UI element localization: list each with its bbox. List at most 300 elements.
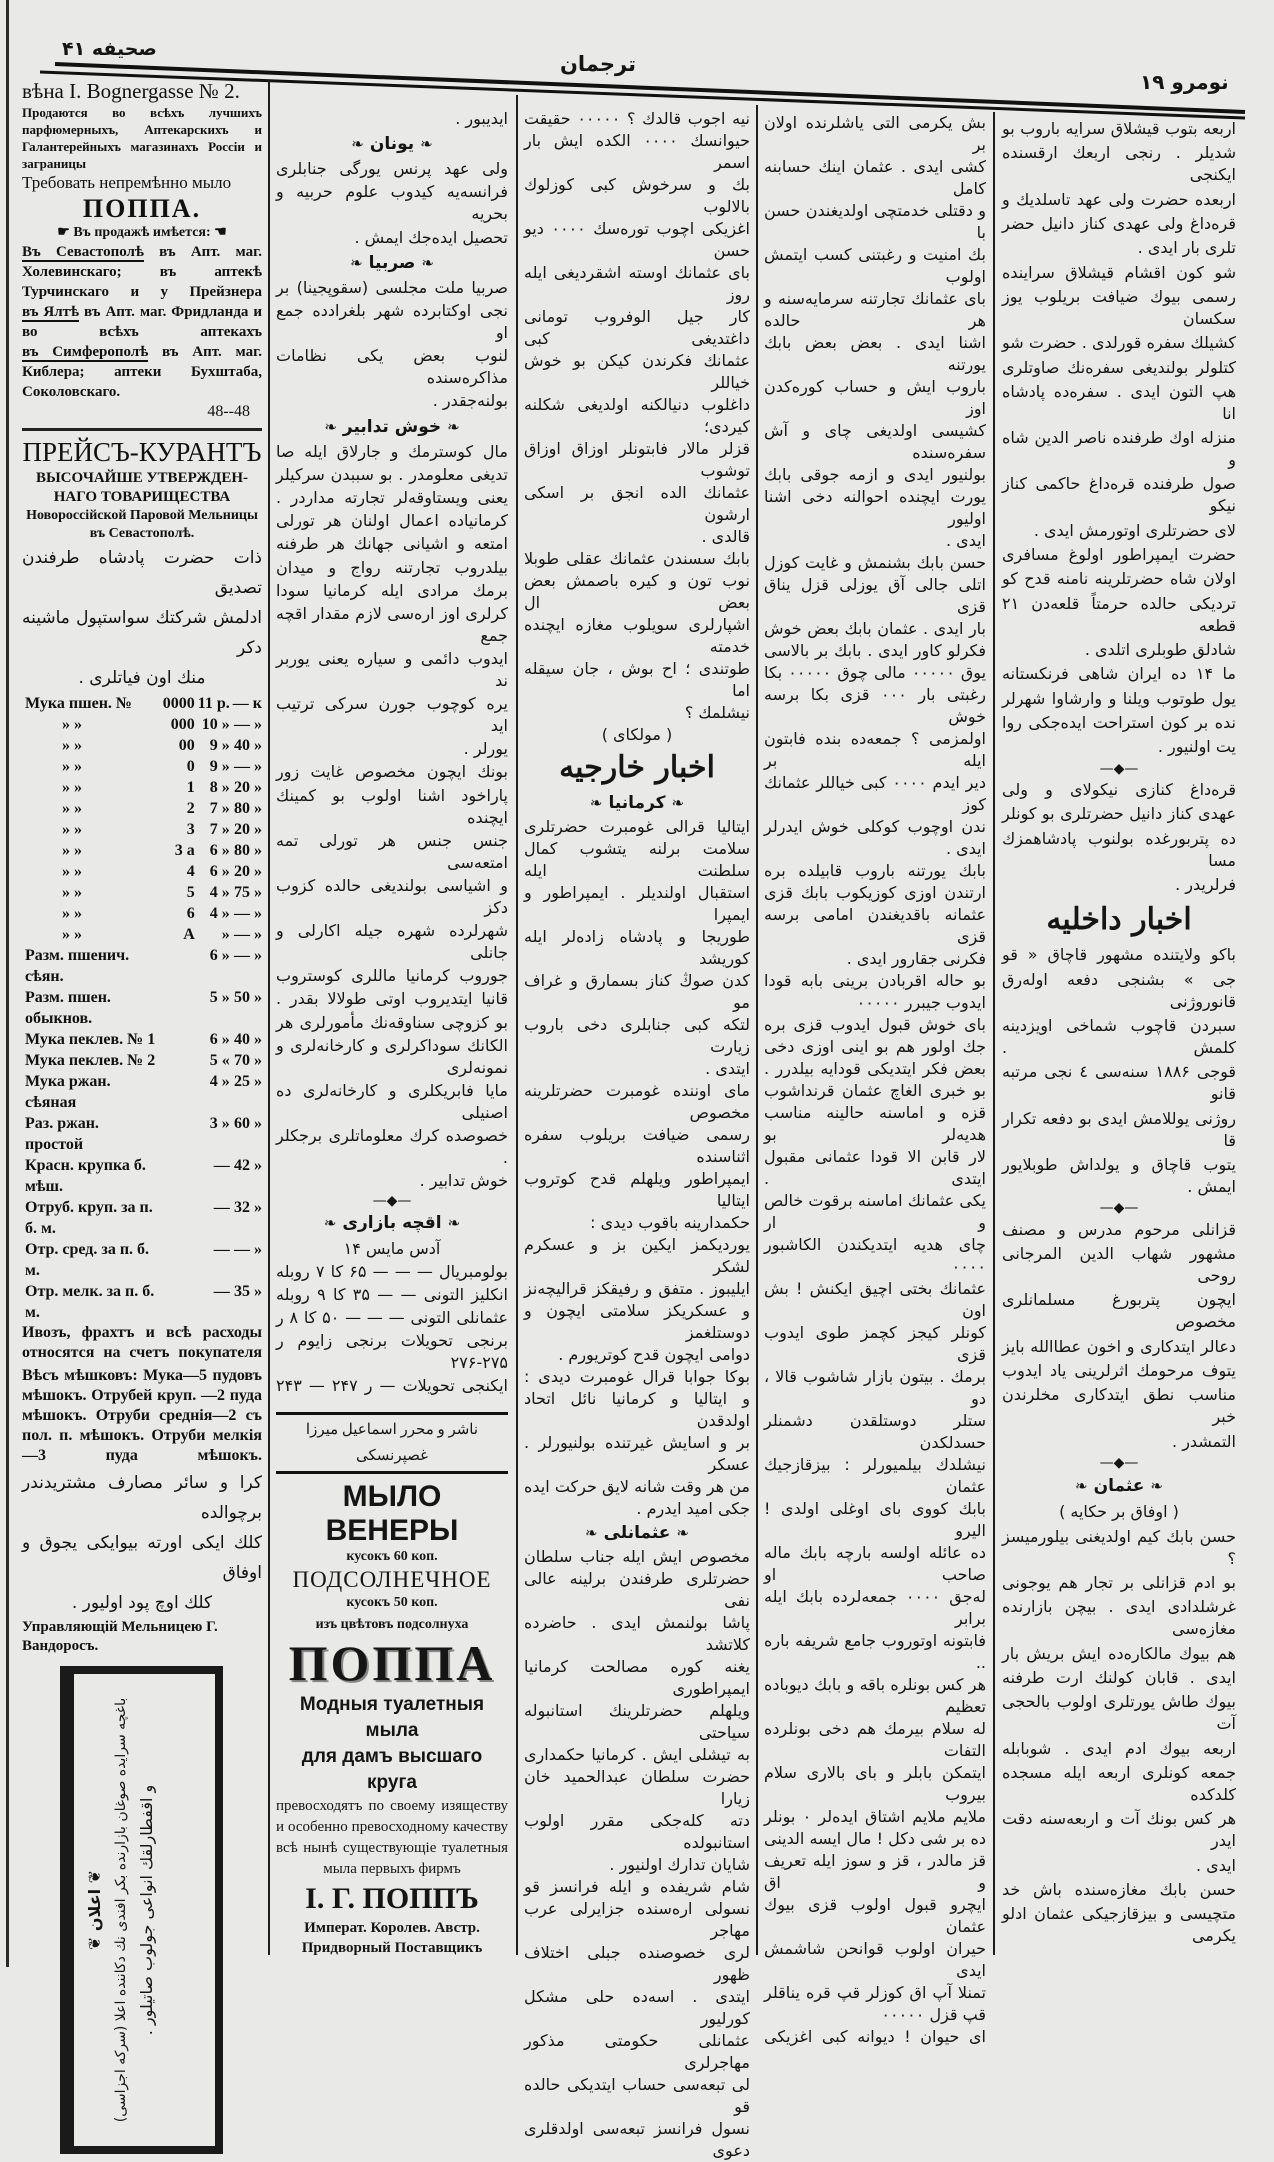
kopecks: 40 » bbox=[234, 1031, 262, 1048]
rubles: 4 » bbox=[209, 884, 230, 901]
text-line: خصوصده كرك معلوماتلری برجكلر . bbox=[276, 1126, 508, 1167]
product-name: Красн. крупка б. мѣш. bbox=[25, 1157, 146, 1195]
arabic-line: ادلمش شركتك سواستپول ماشینه دكر bbox=[22, 608, 262, 658]
product-price: кусокъ 60 коп. bbox=[346, 1549, 438, 1564]
sale-shops: въ Апт. маг. Холевинскаго; въ аптекѣ Турчинскаго и у Прейзнера bbox=[22, 244, 263, 300]
grade: 5 bbox=[186, 884, 195, 901]
text-line: بابك كووی بای اوغلی اولدی ! الیرو bbox=[764, 1499, 986, 1540]
price-table bbox=[22, 693, 262, 1323]
text-line: حسن بابك كیم اولدیغنی بیلورمیسز ؟ bbox=[1002, 1526, 1236, 1568]
text-line: ایتمكن بابلر و بای بالاری سلام بیروب bbox=[764, 1763, 986, 1804]
product-name: » » bbox=[62, 821, 82, 838]
slogan: для дамъ высшаго круга bbox=[301, 1746, 483, 1793]
text-line: شادلق طوبلری اتلدی . bbox=[1084, 640, 1236, 659]
text-line: كشی ایدی . عثمان اینك حسابنه كامل bbox=[764, 157, 986, 198]
product-name: ПОДСОЛНЕЧНОЕ bbox=[292, 1567, 492, 1592]
text-line: بر و اسایش غیرتنده بولنیورلر . عسكر bbox=[524, 1433, 750, 1474]
text-line: ویلهلم حضرتلرینك استانبوله سیاحتی bbox=[524, 1701, 750, 1742]
advert-demand: Требовать непремѣнно мыло bbox=[22, 173, 232, 192]
text-line: لار قابن الا قودا عثمانی مقبول ایتدی . bbox=[764, 1147, 986, 1188]
text-line: ایدیبور . bbox=[455, 109, 508, 128]
advert-text: Продаются во всѣхъ лучшихъ парфюмерныхъ, Аптекарскихъ и Галантерейныхъ магазинахъ Россiи и заграницы bbox=[22, 105, 262, 171]
text-line: منزله اوك طرفنده ناصر الدین شاه و bbox=[1002, 428, 1236, 470]
text-line: ایلیبوز . متفق و رفیقكز قرالیچه‌نز bbox=[524, 1279, 750, 1298]
page-number: صحیفه ۴۱ bbox=[62, 38, 157, 60]
grade bbox=[160, 1281, 195, 1323]
text-line: ایدی . bbox=[946, 531, 986, 550]
product-name: » » bbox=[62, 716, 82, 733]
kopecks: — » bbox=[234, 1241, 262, 1258]
rubles: 7 » bbox=[209, 800, 230, 817]
text-line: ارتندن اوزی كوزیكوب بابك قزی bbox=[764, 883, 986, 902]
divider-ornament: —◆— bbox=[1099, 1200, 1139, 1217]
rubles: — bbox=[213, 1283, 230, 1300]
text-line: بك امنیت و رغبتنی كسب ایتمش اولوب bbox=[764, 245, 986, 286]
grade: 00 bbox=[178, 737, 195, 754]
text-line: ستلر دوستلقدن دشمنلر حسدلكدن bbox=[764, 1411, 986, 1452]
text-line: بابك یورتنه باروب قابیلده بره bbox=[764, 861, 986, 880]
text-line: باروب ایش و حساب كورەكدن اوز bbox=[764, 377, 986, 418]
text-line: كرلری اوز ارەسی لازم مقدار اقچه جمع bbox=[276, 603, 508, 645]
text-line: برنجی تحویلات برنجی زایوم ر ۲۷۵-۲۷۶ bbox=[276, 1331, 508, 1373]
grade: 000 bbox=[170, 716, 195, 733]
kopecks: — » bbox=[234, 758, 262, 775]
text-line: استقبال اولندیلر . ایمپراطور و ایمپرا bbox=[524, 883, 750, 924]
brand-name: ПОППА bbox=[288, 1635, 496, 1691]
text-line: بولنیور ایدی و ازمه جوقی بابك bbox=[764, 465, 986, 484]
text-line: تردیكی حالده حرمتاً قلعه‌دن ۲۱ قطعه bbox=[1002, 593, 1236, 635]
text-line: قزانلی مرحوم مدرس و مصنف bbox=[1002, 1219, 1236, 1239]
text-line: جی » بشنجی دفعه اوله‌رق قانوروژنی bbox=[1002, 969, 1236, 1011]
text-line: قانیا ایتدیروب اوتی طولالا بقدر . bbox=[276, 989, 508, 1009]
product-price: кусокъ 50 коп. bbox=[346, 1595, 438, 1610]
text-line: اشنا ایدی . بعض بعض بابك یورتنه bbox=[764, 333, 986, 374]
text-line: دعالر ایتدكاری و اخون عطاالله بایز bbox=[1002, 1336, 1236, 1356]
text-line: دیر ایدم ۰۰۰۰ كبی خیاللر عثمانك كوز bbox=[764, 773, 987, 814]
text-line: لای حضرتلری اوتورمش ایدی . bbox=[1033, 520, 1236, 540]
kopecks: 20 » bbox=[234, 779, 262, 796]
text-line: فابتونه اوتوروب جامع شریفه باره .. bbox=[764, 1631, 986, 1672]
text-line: پاراخود اشنا اولوب بو كمینك ایچنده bbox=[276, 785, 508, 827]
grade: 6 bbox=[186, 905, 195, 922]
product-name: Отр. сред. за п. б. м. bbox=[25, 1241, 150, 1279]
grade: 1 bbox=[186, 779, 195, 796]
section-heading: ❧ كرمانیا ❧ bbox=[524, 790, 750, 816]
kopecks: 60 » bbox=[234, 1115, 262, 1132]
text-line: ایچون پتربورغ مسلمانلری مخصوص bbox=[1002, 1290, 1236, 1332]
popp-soap-advert bbox=[22, 78, 262, 422]
section-heading: ❧ عثمان ❧ bbox=[1002, 1473, 1236, 1499]
text-line: ندن اوچوب كوكلی خوش ایدرلر bbox=[764, 817, 986, 836]
section-heading: ❧ صربیا ❧ bbox=[276, 250, 508, 276]
text-line: برمك مرادی ایله كرمانیا سودا bbox=[276, 580, 508, 600]
arabic-line: كلك اوچ پود اولیور . bbox=[71, 1593, 213, 1613]
text-line: بای عثمانك تجارتنه سرمایه‌سنه و هر حالده bbox=[764, 289, 986, 330]
text-line: نده بر كون استراحت ایده‌جكی روا bbox=[1002, 712, 1236, 732]
text-line: شام شریفده و ایله فرانسز قو bbox=[524, 1877, 750, 1896]
kopecks: — » bbox=[234, 905, 262, 922]
text-line: بای خوش قبول ایدوب قزی بره bbox=[764, 1015, 986, 1034]
rubles: — bbox=[213, 1199, 230, 1216]
column-3 bbox=[524, 108, 750, 2162]
text-line: التمشدر . bbox=[1172, 1431, 1236, 1451]
kopecks: 20 » bbox=[234, 863, 262, 880]
text-line: روژنی یوللامش ایدی بو دفعه تكرار قا bbox=[1002, 1108, 1236, 1150]
kopecks: — к bbox=[232, 695, 262, 712]
rubles: » bbox=[221, 926, 230, 943]
kopecks: — » bbox=[234, 926, 262, 943]
text-line: من هر وقت شانه لایق حركت ایده bbox=[524, 1477, 750, 1496]
text-line: امتعه و اشیانی جهانك هر طرفنه bbox=[276, 534, 508, 554]
grade bbox=[160, 1071, 195, 1113]
text-line: حضرت ایمپراطور اولوغ مسافری bbox=[1002, 545, 1236, 565]
product-name: МЫЛО ВЕНЕРЫ bbox=[325, 1480, 459, 1547]
product-name: Мука ржан. сѣяная bbox=[25, 1073, 111, 1111]
text-line: شایان تدارك اولنیور . bbox=[609, 1855, 750, 1874]
text-line: انكلیز التونی — — ۳۵ كا ۹ روبله bbox=[276, 1284, 508, 1304]
section-title: اخبار داخلیه bbox=[1046, 902, 1192, 938]
sale-city: въ Симферополѣ bbox=[22, 344, 149, 360]
text-line: تلری بار ایدی . bbox=[1137, 238, 1236, 258]
price-row bbox=[22, 840, 262, 861]
advert-body: превосходятъ по своему изяществу и особенно превосходному качеству всѣ нынѣ существующiе туалетныя мыла первыхъ фирмъ bbox=[276, 1798, 508, 1877]
text-line: اولمزمی ؟ جمعه‌ده بنده فابتون ایله بر bbox=[764, 729, 986, 770]
text-line: لتكه كبی جنابلری دخی باروب زیارت bbox=[524, 1015, 750, 1056]
product-name: Отр. мелк. за п. б. м. bbox=[25, 1283, 155, 1321]
on-sale-label: Въ продажѣ имѣется: bbox=[73, 225, 211, 240]
text-line: و ایتالیا و كرمانیا نائل اتحاد اولدقدن bbox=[524, 1389, 750, 1430]
text-line: ای حیوان ! دیوانه كبی اغزیكی bbox=[764, 2027, 986, 2046]
product-name: » » bbox=[62, 863, 82, 880]
text-line: یورت ایچنده احوالنه دخی اشنا اولیور bbox=[764, 487, 986, 528]
kopecks: 35 » bbox=[234, 1283, 262, 1300]
text-line: كدن صوڭ كناز بسمارق و غراف مو bbox=[524, 971, 750, 1012]
text-line: اربعه بیوك ادم ایدی . شوبابله bbox=[1002, 1738, 1236, 1758]
grade: А bbox=[183, 926, 195, 943]
price-row bbox=[22, 1113, 262, 1155]
text-line: جنس جنس هر تورلی تمه امتعه‌سی bbox=[276, 830, 508, 872]
text-line: هر كس بونلره باقه و بابك دیوباده تعظیم bbox=[764, 1675, 986, 1716]
product-name: Мука пеклев. № 1 bbox=[25, 1031, 156, 1048]
text-line: فكرلو كاور ایدی . بابك بر بالاسی bbox=[764, 641, 986, 660]
text-line: عثمانلی حكومتی مذكور مهاجرلری bbox=[524, 2031, 750, 2072]
text-line: ده بر شی دكل ! مال ایسه الدینی bbox=[764, 1829, 986, 1848]
arabic-line: ذات حضرت پادشاه طرفندن تصدیق bbox=[22, 548, 262, 598]
publisher-line: ناشر و محرر اسماعیل میرزا غصپرنسكی bbox=[276, 1412, 508, 1474]
text-line: پاشا بولنمش ایدی . حاضرده كلاتشد bbox=[524, 1613, 750, 1654]
text-line: غرشلدادی ایدی . بیچن بازارنده مغازه‌سی bbox=[1002, 1597, 1236, 1639]
text-line: دته كله‌جكی مقرر اولوب استانبولده bbox=[524, 1811, 750, 1852]
text-line: مال كوسترمك و جارلاق ایله صا bbox=[276, 441, 508, 461]
text-line: سلامت برلنه یتشوب كمال سلطنت ایله bbox=[524, 839, 750, 880]
price-list-subtitle: ВЫСОЧАЙШЕ УТВЕРЖДЕН-НАГО ТОВАРИЩЕСТВА bbox=[35, 470, 249, 505]
text-line: كار جیل الوفروب تومانی داغتدیغی كبی bbox=[524, 307, 750, 348]
text-line: رغبتی بار ۰۰۰ قزی بكا برسه خوش bbox=[764, 685, 987, 726]
rubles: 9 » bbox=[209, 737, 230, 754]
notice-box bbox=[60, 1666, 223, 2154]
rubles: 4 » bbox=[209, 905, 230, 922]
sale-city: Въ Севастополѣ bbox=[22, 244, 144, 260]
text-line: عثمانك بختی اچیق ایكنش ! بش اون bbox=[764, 1279, 986, 1320]
text-line: ملایم ملایم اشتاق ایده‌لر ۰ بونلر bbox=[764, 1807, 986, 1826]
text-line: كونلر كیجز كچمز طوی ایدوب قزی bbox=[764, 1323, 986, 1364]
centered-line: ( اوفاق بر حكایه ) bbox=[1059, 1502, 1179, 1522]
notice-heading-text: اعلان bbox=[84, 1888, 104, 1932]
advert-number: 48--48 bbox=[207, 403, 250, 420]
text-line: عثمانك الده انجق بر اسكی ارشون bbox=[524, 483, 750, 524]
product-name: » » bbox=[62, 737, 82, 754]
product-name: Мука пшен. № bbox=[25, 695, 132, 712]
text-line: یعنی ویستاوقه‌لر تجارته مداردر . bbox=[276, 488, 508, 508]
text-line: داغلوب دنیالكنه اولدیغی شكلنه كیردی؛ bbox=[524, 395, 750, 436]
text-line: یغنه كوره مصالحت كرمانیا ایمپراطوری bbox=[524, 1657, 750, 1698]
kopecks: 80 » bbox=[234, 800, 262, 817]
arabic-line: كرا و سائر مصارف مشتریدندر برچوالده bbox=[22, 1473, 262, 1523]
column-2-wrapper bbox=[276, 108, 508, 1958]
advert-address: вѣна I. Bognergasse № 2. bbox=[22, 79, 240, 103]
text-line: ما ۱۴ ده ایران شاهی فرنكستانه bbox=[1002, 664, 1237, 684]
rubles: 11 р. bbox=[197, 695, 230, 712]
page-edge bbox=[6, 0, 9, 1967]
text-line: اغزیكی اچوب توره‌سك ۰۰۰۰ دیو حسن bbox=[524, 219, 750, 260]
text-line: متچیسی و بیزقازجیكی عثمان ادلو یكرمی bbox=[1002, 1904, 1236, 1946]
text-line: چای هدیه ایتدیكندن الكاشبور ۰۰۰۰ bbox=[764, 1235, 986, 1276]
text-line: اشپارلری سویلوب مغازه ایچنده خدمته bbox=[524, 615, 750, 656]
rubles: 5 » bbox=[209, 989, 230, 1006]
price-row bbox=[22, 777, 262, 798]
grade bbox=[160, 1113, 195, 1155]
text-line: فرانسه‌یه كیدوب علوم حربیه و بحریه bbox=[276, 182, 508, 224]
pointing-hand-icon: ☚ bbox=[210, 225, 227, 240]
price-list-subtitle: Новороссiйской Паровой Мельницы въ Севастополѣ. bbox=[26, 508, 258, 541]
price-note: Ивозъ, фрахтъ и всѣ расходы относятся на счетъ покупателя bbox=[22, 1324, 262, 1361]
rubles: 6 » bbox=[209, 842, 230, 859]
text-line: شدیلر . رنجی اربعك ارقسنده ایكنجی bbox=[1002, 143, 1236, 185]
maker-name: I. Г. ПОППЪ bbox=[305, 1882, 479, 1915]
left-column bbox=[22, 78, 262, 2154]
grade: 2 bbox=[186, 800, 195, 817]
text-line: ده عائله اولسه بارچه بابك ماله صاحب او bbox=[764, 1543, 986, 1584]
column-rule bbox=[756, 105, 758, 1955]
price-row bbox=[22, 1029, 262, 1050]
notice-line: باغچه سرایده صوغان بازارنده بكر افندی نك دكاننده اعلا (سركه اجزاسی) bbox=[112, 1697, 129, 2123]
rubles: 7 » bbox=[209, 821, 230, 838]
text-line: و دقتلی خدمتچی اولدیغندن حسن با bbox=[764, 201, 986, 242]
section-heading: ❧ خوش تدابیر ❧ bbox=[276, 414, 508, 440]
rubles: 9 » bbox=[209, 758, 230, 775]
sale-location bbox=[22, 242, 262, 302]
rubles: 6 » bbox=[209, 863, 230, 880]
text-line: سبردن قاچوب شماخی اویزدینه كلمش . bbox=[1002, 1016, 1236, 1058]
text-line: به تیشلی ایش . كرمانیا حكمداری bbox=[524, 1745, 750, 1764]
product-name: » » bbox=[62, 779, 82, 796]
text-line: له‌جق ۰۰۰۰ جمعه‌لرده بابك ایله برابر bbox=[764, 1587, 986, 1628]
product-name: » » bbox=[62, 842, 82, 859]
price-row bbox=[22, 819, 262, 840]
divider bbox=[22, 428, 262, 431]
text-line: قالدی . bbox=[701, 527, 750, 546]
price-row bbox=[22, 1071, 262, 1113]
centered-line: آدس مایس ۱۴ bbox=[343, 1238, 441, 1258]
text-line: مای اوننده غومبرت حضرتلرینه مخصوص bbox=[524, 1081, 750, 1122]
price-row bbox=[22, 861, 262, 882]
text-line: لی تبعه‌سی حساب ایتدیكی حالده قو bbox=[524, 2075, 750, 2116]
grade bbox=[160, 945, 195, 987]
arabic-line: كلك ایكی اورته بیوایكی یجوق و اوفاق bbox=[22, 1533, 262, 1583]
rubles: 4 » bbox=[209, 1073, 230, 1090]
kopecks: 70 » bbox=[234, 1052, 262, 1069]
text-line: فكرنی جقارور ایدی . bbox=[846, 949, 986, 968]
grade: 0000 bbox=[162, 695, 195, 712]
price-list-title: ПРЕЙСЪ-КУРАНТЪ bbox=[22, 437, 262, 467]
kopecks: 75 » bbox=[234, 884, 262, 901]
rubles: — bbox=[213, 1157, 230, 1174]
text-line: اولان شاه حضرتلرینه نامنه قدح كو bbox=[1002, 569, 1236, 589]
text-line: لری خصوصنده جبلی اختلاف ظهور bbox=[524, 1943, 750, 1984]
product-name: Раз. ржан. простой bbox=[25, 1115, 99, 1153]
product-name: Отруб. круп. за п. б. м. bbox=[25, 1199, 153, 1237]
divider-ornament: —◆— bbox=[1099, 760, 1139, 777]
text-line: جكی امید ایدرم . bbox=[636, 1499, 750, 1518]
rubles: 5 « bbox=[209, 1052, 230, 1069]
divider-ornament: —◆— bbox=[1099, 1454, 1139, 1471]
text-line: بای عثمانك اوسته اشقردیغی ایله روز bbox=[524, 263, 750, 304]
text-line: بولومبریال — — — ۶۵ كا ۷ روبله bbox=[276, 1261, 508, 1281]
grade bbox=[160, 987, 195, 1029]
text-line: بو ادم قزانلی بر تجار هم یوجونی bbox=[1002, 1573, 1236, 1593]
kopecks: 42 » bbox=[234, 1157, 262, 1174]
grade bbox=[160, 1029, 195, 1050]
text-line: شهرلرده شهره جیله اكارلی و جانلی bbox=[276, 921, 508, 963]
text-line: ایمپراطور ویلهلم قدح كوتروب ایتالیا bbox=[524, 1169, 750, 1210]
text-line: حضرت سلطان عبدالحمید خان زیارا bbox=[524, 1767, 750, 1808]
product-name: » » bbox=[62, 758, 82, 775]
text-line: نیشلدك بیلمیورلر : بیزقازجیك عثمان bbox=[764, 1455, 986, 1496]
text-line: و عسكریكز سلامتی ایچون و دوستلغمز bbox=[524, 1301, 750, 1342]
text-line: اتلی جالی آق یوزلی قزل یناق قزی bbox=[764, 575, 986, 616]
text-line: فرلریدر . bbox=[1175, 874, 1236, 894]
text-line: جمعه كونلری اربعه ایله مسجده كلدكده bbox=[1002, 1762, 1236, 1804]
price-row bbox=[22, 1239, 262, 1281]
price-row bbox=[22, 882, 262, 903]
price-row bbox=[22, 693, 262, 714]
column-4 bbox=[764, 112, 986, 2048]
rubles: 10 » bbox=[201, 716, 230, 733]
text-line: مناسب نطق ایتدكاری مخلرندن خبر bbox=[1002, 1385, 1236, 1427]
text-line: عثمانه باقدیغندن امامی برسه قزی bbox=[764, 905, 986, 946]
sale-location bbox=[22, 302, 262, 342]
kopecks: 20 » bbox=[234, 821, 262, 838]
text-line: بوكا جوابا قرال غومبرت دیدی : bbox=[524, 1367, 750, 1386]
text-line: اربعه بتوب قیشلاق سرایه باروب بو bbox=[1002, 119, 1236, 138]
text-line: الكانك سوداكرلری و كارخانه‌لری و نمونه‌لری bbox=[276, 1035, 508, 1077]
text-line: بار ایدی . عثمان بابك بعض خوش bbox=[764, 619, 986, 638]
text-line: ولی عهد پرنس یورگی جنابلری bbox=[276, 159, 508, 179]
text-line: بش یكرمی التی یاشلرنده اولان بر bbox=[764, 113, 986, 154]
section-heading: ❧ عثمانلی ❧ bbox=[524, 1520, 750, 1546]
price-row bbox=[22, 798, 262, 819]
text-line: یورلر . bbox=[463, 739, 508, 759]
grade bbox=[160, 1239, 195, 1281]
kopecks: — » bbox=[234, 716, 262, 733]
text-line: بو خبری الغاچ عثمان قرنداشوب bbox=[764, 1081, 986, 1100]
text-line: ایچرو قبول اولوب قزی بیوك عثمان bbox=[764, 1895, 986, 1936]
text-line: صول طرفنده قره‌داغ حاكمی كناز نیكو bbox=[1002, 474, 1236, 516]
text-line: ایتدی . bbox=[705, 1059, 750, 1078]
text-line: حسن بابك بشنمش و غایت كوزل bbox=[764, 553, 986, 572]
price-row bbox=[22, 987, 262, 1029]
text-line: بو كزوچی سناوقه‌نك مأمورلری هر bbox=[276, 1012, 508, 1032]
product-name: » » bbox=[62, 800, 82, 817]
text-line: تمنلا آپ اق كوزلر قپ قره یناقلر bbox=[764, 1983, 986, 2002]
grade: 3 bbox=[186, 821, 195, 838]
text-line: دوامی ایچون قدح كوتریورم . bbox=[558, 1345, 750, 1364]
product-name: Мука пеклев. № 2 bbox=[25, 1052, 156, 1069]
text-line: ایكنجی تحویلات — ر ۲۴۷ — ۲۴۳ bbox=[276, 1376, 508, 1396]
text-line: حیران اولوب قوانحن شاشمش ایدی bbox=[764, 1939, 986, 1980]
text-line: باكو ولایتنده مشهور قاچاق « قو bbox=[1002, 945, 1236, 965]
price-row bbox=[22, 1281, 262, 1323]
text-line: جوروب كرمانیا ماللری كوستروب bbox=[276, 966, 508, 986]
supplier-title: Императ. Королев. Австр. Придворный Поставщикъ bbox=[301, 1920, 483, 1956]
text-line: قز مالدر ، قز و سوز ایله تعریف و اق bbox=[764, 1851, 986, 1892]
text-line: قزه و اماسنه حالینه مناسب هدیه‌لر بو bbox=[764, 1103, 986, 1144]
text-line: جك اولور هم بو اینی اوزی دخی bbox=[764, 1037, 986, 1056]
sale-shops: въ Апт. маг. Киблера; аптеки Бухштаба, Соколовскаго. bbox=[22, 344, 263, 400]
text-line: كرمانیاده اعمال اولنان هر تورلی bbox=[276, 511, 508, 531]
text-line: كشیسی اولدیغی چای و آش سفره‌سنده bbox=[764, 421, 986, 462]
grade bbox=[160, 1050, 195, 1071]
issue-number: نومرو ۱۹ bbox=[1140, 70, 1229, 94]
grade bbox=[160, 1155, 195, 1197]
text-line: ایدی . bbox=[1196, 1855, 1236, 1875]
text-line: برمك . بیتون بازار شاشوب قالا ، دو bbox=[764, 1367, 986, 1408]
text-line: حیوانسك ۰۰۰۰ الكده ایش بار اسمر bbox=[524, 131, 750, 172]
text-line: نسولی اره‌سنده جزایرلی عرب مهاجر bbox=[524, 1899, 750, 1940]
kopecks: 32 » bbox=[234, 1199, 262, 1216]
arabic-line: منك اون فیاتلری . bbox=[78, 668, 206, 688]
price-row bbox=[22, 714, 262, 735]
sack-weights: Вѣсъ мѣшковъ: Мука—5 пудовъ мѣшокъ. Отрубей круп. —2 пуда мѣшокъ. Отруби среднiя—2 съ пол. п. мѣшокъ. Отруби мелкiя—3 пуда мѣшокъ. bbox=[22, 1367, 262, 1464]
text-line: نجی اوكتابرده شهر بلغرادده جمع او bbox=[276, 301, 508, 343]
text-line: قوجی ۱۸۸۶ سنه‌سی ٤ نجی مرتبه قانو bbox=[1002, 1062, 1237, 1104]
column-rule bbox=[516, 95, 518, 1955]
text-line: بیلدروب تجارتنه رواج و میدان bbox=[276, 557, 508, 577]
product-name: Разм. пшен. обыкнов. bbox=[25, 989, 111, 1027]
slogan: Модныя туалетныя мыла bbox=[299, 1694, 485, 1741]
section-title: اخبار خارجیه bbox=[559, 750, 715, 785]
text-line: ایدوب جیبرر ۰۰۰۰۰ bbox=[856, 993, 986, 1012]
text-line: خوش تدابیر . bbox=[419, 1171, 508, 1191]
kopecks: 40 » bbox=[234, 737, 262, 754]
column-2 bbox=[276, 108, 508, 1398]
venus-soap-advert bbox=[276, 1412, 508, 1958]
text-line: بونك ایچون مخصوص غایت زور bbox=[276, 762, 508, 782]
mill-signature: Управляющiй Мельницею Г. Вандоросъ. bbox=[22, 1619, 218, 1654]
kopecks: 50 » bbox=[234, 989, 262, 1006]
sale-shops: въ Апт. маг. Фридланда и во всѣхъ аптекахъ bbox=[22, 304, 263, 340]
product-name: » » bbox=[62, 926, 82, 943]
text-line: حضرتلری طرفندن برلینه عالی نفی bbox=[524, 1569, 750, 1610]
price-row bbox=[22, 1155, 262, 1197]
rubles: 3 » bbox=[209, 1115, 230, 1132]
text-line: هم بیوك مالكاره‌ده ایش بریش بار bbox=[1002, 1643, 1236, 1663]
product-source: изъ цвѣтовъ подсолнуха bbox=[315, 1617, 469, 1632]
price-row bbox=[22, 1050, 262, 1071]
sale-city: въ Ялтѣ bbox=[22, 304, 80, 320]
text-line: عهدی كناز دانیل حضرتلری بو كونلر bbox=[1002, 804, 1236, 824]
text-line: عثمانلی التونی — — — ۵۰ كا ۸ ر bbox=[276, 1308, 509, 1328]
